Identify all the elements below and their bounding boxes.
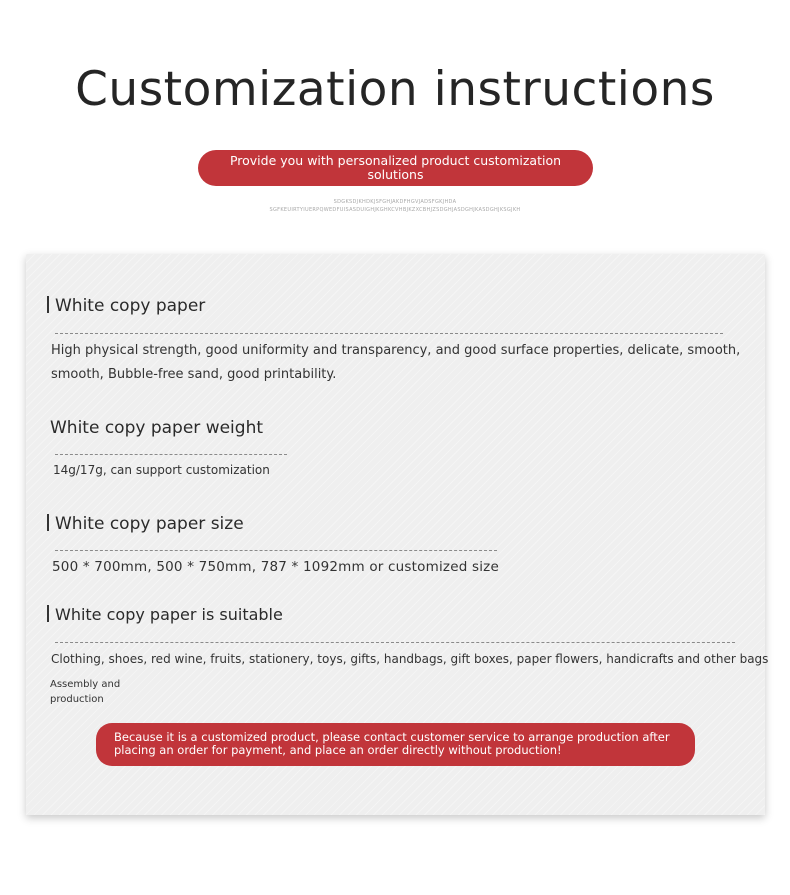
section-heading-suitable — [47, 605, 283, 624]
heading-text: White copy paper — [55, 296, 206, 316]
subtitle-text: Provide you with personalized product customization solutions — [229, 153, 562, 182]
notice-banner — [96, 723, 695, 766]
subtitle-banner — [198, 150, 593, 186]
heading-text: White copy paper weight — [50, 418, 264, 438]
page-title: Customization instructions — [75, 62, 715, 117]
section-heading-paper — [47, 296, 205, 316]
section-heading-size — [47, 514, 244, 534]
decorative-caption-line-2: SGFKEUIRTYIUERPQWEDFUISASDUIGHJKGHKCVHBJKZXCBHJZSDGHJASDGHJKASDGHJKSGJKH — [269, 207, 521, 213]
section-text-weight: 14g/17g, can support customization — [53, 463, 270, 477]
section-extra-suitable: Assembly and production — [50, 679, 121, 705]
divider — [55, 642, 735, 643]
spec-card — [26, 254, 769, 815]
section-text-paper: High physical strength, good uniformity and transparency, and good surface properties, delicate, smooth, smooth, Bubble-free sand, good printability. — [51, 343, 741, 382]
notice-text: Because it is a customized product, please contact customer service to arrange production after placing an order for payment, and place an order directly without production! — [114, 730, 670, 757]
heading-marker — [47, 605, 49, 622]
heading-marker — [47, 514, 49, 531]
divider — [55, 333, 723, 334]
decorative-caption-line-1: SDGKSDJKHDKJSFGHJAKDFHGVJADSFGKJHDA — [333, 199, 457, 205]
divider — [55, 550, 497, 551]
section-text-suitable: Clothing, shoes, red wine, fruits, stationery, toys, gifts, handbags, gift boxes, paper flowers, handicrafts and other bags — [51, 652, 769, 666]
heading-text: White copy paper size — [55, 514, 244, 534]
section-heading-weight — [50, 418, 263, 438]
divider — [55, 454, 287, 455]
section-text-size: 500 * 700mm, 500 * 750mm, 787 * 1092mm or customized size — [52, 559, 499, 575]
heading-marker — [47, 296, 49, 313]
heading-text: White copy paper is suitable — [55, 605, 283, 624]
